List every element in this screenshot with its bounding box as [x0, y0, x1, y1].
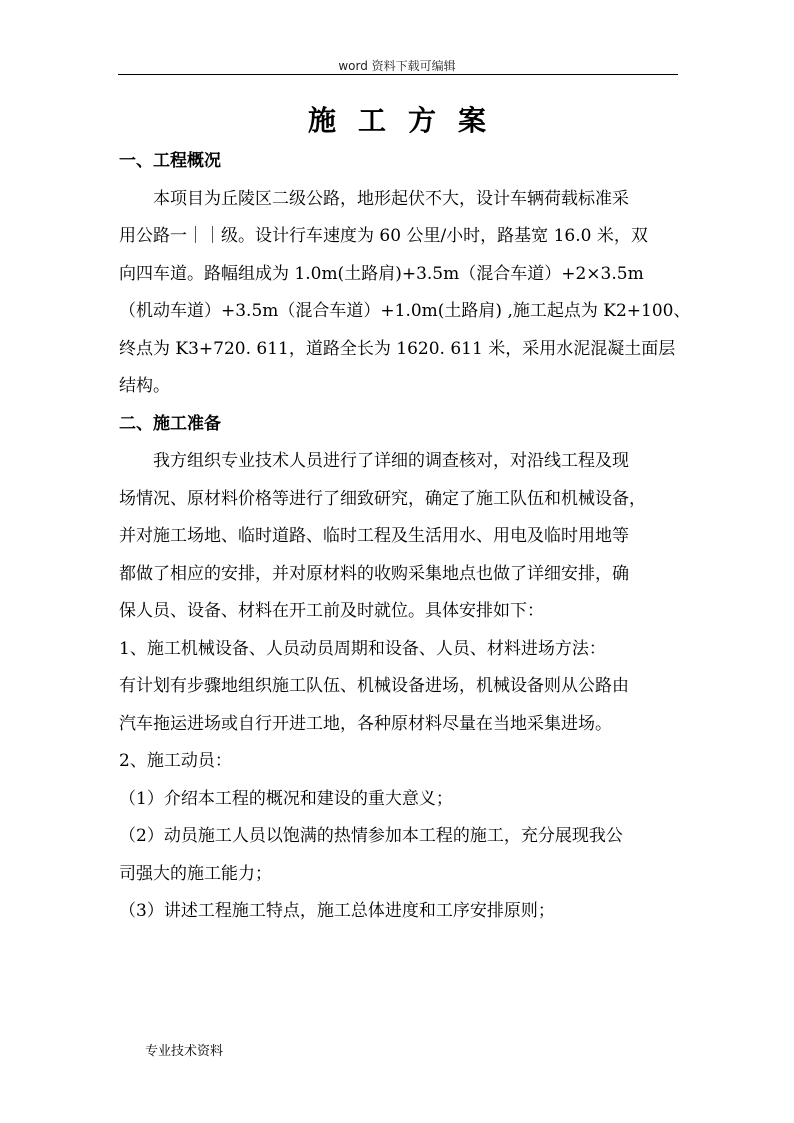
text-line: 用公路一｜｜级。设计行车速度为 60 公里/小时，路基宽 16.0 米，双	[119, 226, 648, 246]
list-item: （3）讲述工程施工特点，施工总体进度和工序安排原则；	[119, 901, 555, 921]
text-line: 汽车拖运进场或自行开进工地，各种原材料尽量在当地采集进场。	[119, 713, 612, 734]
text-line: 并对施工场地、临时道路、临时工程及生活用水、用电及临时用地等	[119, 526, 629, 546]
text-line: 向四车道。路幅组成为 1.0m(土路肩)+3.5m（混合车道）+2×3.5m	[119, 263, 644, 284]
text-line: 场情况、原材料价格等进行了细致研究，确定了施工队伍和机械设备，	[119, 488, 646, 509]
text-line: 终点为 K3+720. 611，道路全长为 1620. 611 米，采用水泥混凝土面层	[119, 338, 676, 359]
text-line: 有计划有步骤地组织施工队伍、机械设备进场，机械设备则从公路由	[119, 676, 629, 696]
page-footer: 专业技术资料	[145, 1044, 224, 1059]
text-line: 结构。	[119, 376, 170, 396]
list-item: （2）动员施工人员以饱满的热情参加本工程的施工，充分展现我公	[119, 826, 623, 846]
header-rule	[118, 74, 678, 75]
section-heading-overview: 一、工程概况	[119, 151, 221, 171]
document-body	[119, 143, 691, 931]
text-line: 都做了相应的安排，并对原材料的收购采集地点也做了详细安排，确	[119, 563, 629, 584]
text-line: 司强大的施工能力；	[119, 863, 272, 884]
text-line: 保人员、设备、材料在开工前及时就位。具体安排如下：	[119, 601, 544, 621]
list-item: （1）介绍本工程的概况和建设的重大意义；	[119, 788, 453, 809]
page-header: word 资料下载可编辑	[338, 59, 456, 73]
text-line: 我方组织专业技术人员进行了详细的调查核对，对沿线工程及现	[153, 451, 629, 471]
section-overview-text	[119, 181, 691, 406]
document-title: 施工方案	[307, 104, 508, 137]
text-line: 本项目为丘陵区二级公路，地形起伏不大，设计车辆荷载标准采	[153, 188, 629, 209]
item-1-title: 1、施工机械设备、人员动员周期和设备、人员、材料进场方法：	[119, 638, 606, 659]
section-heading-preparation: 二、施工准备	[119, 413, 221, 434]
section-preparation-text	[119, 443, 679, 631]
item-2-title: 2、施工动员：	[119, 751, 232, 771]
text-line: （机动车道）+3.5m（混合车道）+1.0m(土路肩) ,施工起点为 K2+100、	[119, 301, 691, 321]
